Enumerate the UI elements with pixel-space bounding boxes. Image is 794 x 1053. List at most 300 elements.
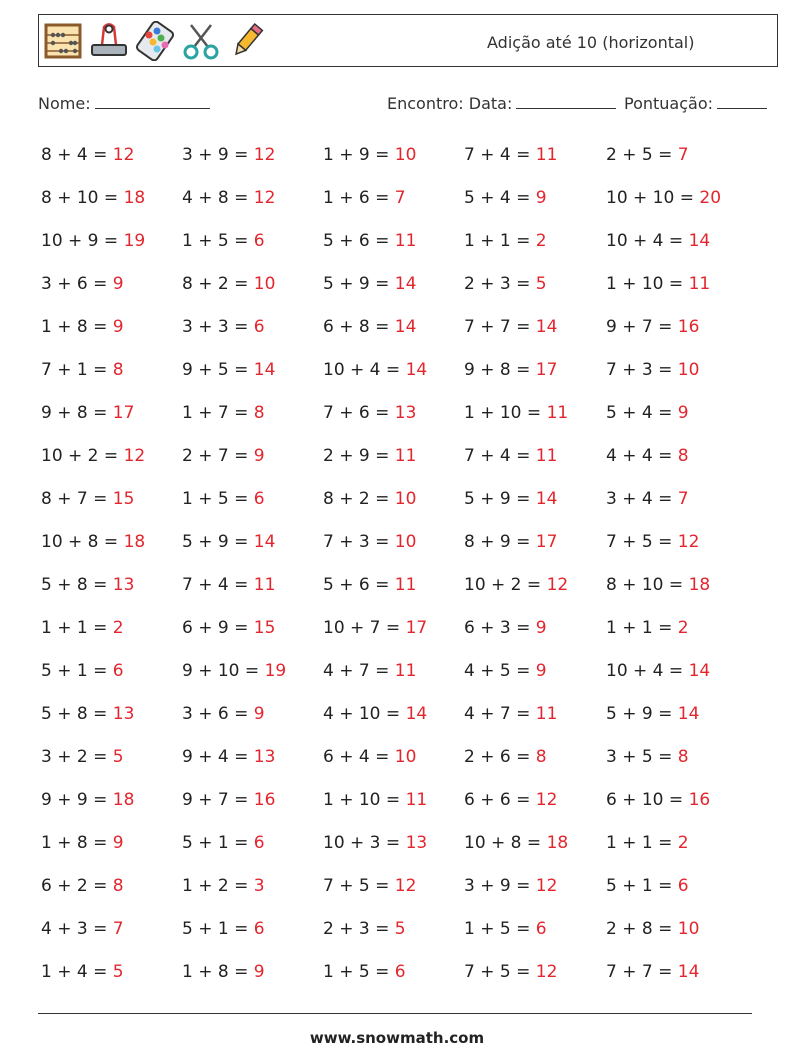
problem-answer: 6: [677, 876, 689, 896]
problem-expression: 1 + 9 =: [323, 145, 395, 165]
problem-answer: 11: [394, 661, 417, 681]
problem-item: [464, 876, 557, 896]
problem-item: [41, 317, 124, 337]
problem-item: [606, 833, 689, 853]
problem-expression: 5 + 8 =: [41, 575, 113, 595]
problem-expression: 1 + 1 =: [464, 231, 536, 251]
problem-answer: 11: [535, 704, 558, 724]
problem-answer: 9: [253, 962, 265, 982]
problem-item: [182, 919, 265, 939]
problem-expression: 5 + 6 =: [323, 231, 395, 251]
problem-answer: 14: [688, 661, 711, 681]
problem-item: [464, 747, 547, 767]
problem-expression: 10 + 9 =: [41, 231, 124, 251]
problem-item: [41, 231, 145, 251]
problem-answer: 6: [253, 919, 265, 939]
problem-answer: 18: [123, 532, 146, 552]
problem-expression: 1 + 5 =: [464, 919, 536, 939]
problem-expression: 5 + 8 =: [41, 704, 113, 724]
problem-expression: 2 + 6 =: [464, 747, 536, 767]
problem-item: [41, 747, 124, 767]
worksheet-header: [38, 14, 778, 67]
problem-item: [464, 274, 547, 294]
problem-expression: 7 + 4 =: [182, 575, 254, 595]
problem-answer: 9: [253, 446, 265, 466]
problem-item: [182, 231, 265, 251]
problem-item: [182, 833, 265, 853]
problem-expression: 8 + 7 =: [41, 489, 113, 509]
problem-expression: 8 + 10 =: [606, 575, 689, 595]
problem-answer: 5: [112, 747, 124, 767]
meeting-date-label: Encontro: Data:: [387, 94, 513, 113]
problem-item: [464, 661, 547, 681]
problem-answer: 5: [394, 919, 406, 939]
problem-item: [182, 489, 265, 509]
problem-expression: 3 + 5 =: [606, 747, 678, 767]
problem-expression: 1 + 1 =: [41, 618, 113, 638]
problem-expression: 2 + 3 =: [323, 919, 395, 939]
worksheet-title: Adição até 10 (horizontal): [487, 33, 695, 52]
problem-answer: 7: [677, 145, 689, 165]
problem-answer: 14: [405, 360, 428, 380]
problem-answer: 13: [394, 403, 417, 423]
problem-answer: 12: [677, 532, 700, 552]
problem-item: [606, 704, 699, 724]
problem-answer: 17: [405, 618, 428, 638]
problem-expression: 7 + 4 =: [464, 145, 536, 165]
problem-item: [41, 833, 124, 853]
problem-item: [323, 876, 416, 896]
problem-answer: 5: [535, 274, 547, 294]
problem-item: [182, 317, 265, 337]
problem-expression: 1 + 1 =: [606, 833, 678, 853]
problem-expression: 7 + 7 =: [606, 962, 678, 982]
problem-answer: 6: [535, 919, 547, 939]
problem-expression: 2 + 9 =: [323, 446, 395, 466]
abacus-icon: [43, 21, 83, 61]
problem-item: [41, 403, 134, 423]
problem-expression: 9 + 8 =: [41, 403, 113, 423]
problem-item: [464, 145, 557, 165]
problem-expression: 6 + 9 =: [182, 618, 254, 638]
problem-answer: 18: [123, 188, 146, 208]
problem-grid: [41, 140, 761, 1000]
problem-expression: 9 + 5 =: [182, 360, 254, 380]
problem-expression: 10 + 3 =: [323, 833, 406, 853]
problem-expression: 1 + 10 =: [323, 790, 406, 810]
problem-item: [464, 919, 547, 939]
problem-answer: 11: [546, 403, 569, 423]
problem-item: [182, 962, 265, 982]
problem-row: [41, 441, 761, 484]
problem-item: [606, 747, 689, 767]
problem-expression: 5 + 1 =: [182, 919, 254, 939]
problem-answer: 14: [394, 317, 417, 337]
problem-row: [41, 613, 761, 656]
problem-expression: 7 + 3 =: [606, 360, 678, 380]
problem-answer: 11: [253, 575, 276, 595]
problem-expression: 4 + 7 =: [323, 661, 395, 681]
problem-answer: 10: [394, 145, 417, 165]
problem-item: [323, 833, 427, 853]
problem-answer: 13: [405, 833, 428, 853]
problem-expression: 3 + 2 =: [41, 747, 113, 767]
problem-expression: 1 + 8 =: [41, 317, 113, 337]
problem-answer: 8: [112, 360, 124, 380]
problem-expression: 2 + 3 =: [464, 274, 536, 294]
problem-item: [182, 274, 275, 294]
problem-expression: 8 + 2 =: [323, 489, 395, 509]
problem-item: [464, 403, 568, 423]
problem-expression: 3 + 6 =: [41, 274, 113, 294]
problem-item: [182, 145, 275, 165]
problem-expression: 6 + 4 =: [323, 747, 395, 767]
problem-item: [464, 446, 557, 466]
problem-item: [464, 188, 547, 208]
problem-item: [41, 532, 145, 552]
problem-expression: 9 + 10 =: [182, 661, 265, 681]
problem-expression: 6 + 10 =: [606, 790, 689, 810]
problem-item: [323, 962, 406, 982]
problem-expression: 8 + 4 =: [41, 145, 113, 165]
problem-expression: 2 + 5 =: [606, 145, 678, 165]
problem-answer: 18: [688, 575, 711, 595]
problem-expression: 4 + 10 =: [323, 704, 406, 724]
problem-answer: 10: [394, 747, 417, 767]
problem-item: [182, 188, 275, 208]
problem-item: [464, 532, 557, 552]
problem-expression: 1 + 8 =: [41, 833, 113, 853]
problem-expression: 6 + 2 =: [41, 876, 113, 896]
problem-item: [323, 532, 416, 552]
problem-item: [323, 919, 406, 939]
problem-expression: 5 + 1 =: [182, 833, 254, 853]
problem-item: [41, 274, 124, 294]
score-blank: [717, 94, 767, 109]
problem-answer: 15: [253, 618, 276, 638]
problem-expression: 5 + 9 =: [606, 704, 678, 724]
problem-answer: 12: [112, 145, 135, 165]
problem-item: [606, 145, 689, 165]
problem-expression: 10 + 2 =: [464, 575, 547, 595]
problem-answer: 6: [394, 962, 406, 982]
problem-answer: 12: [123, 446, 146, 466]
problem-expression: 3 + 4 =: [606, 489, 678, 509]
problem-item: [41, 876, 124, 896]
problem-item: [464, 575, 568, 595]
problem-answer: 18: [112, 790, 135, 810]
problem-expression: 10 + 4 =: [606, 231, 689, 251]
problem-item: [606, 317, 699, 337]
problem-row: [41, 355, 761, 398]
problem-answer: 12: [394, 876, 417, 896]
problem-item: [182, 704, 265, 724]
problem-answer: 11: [394, 231, 417, 251]
problem-row: [41, 699, 761, 742]
problem-expression: 1 + 5 =: [182, 231, 254, 251]
problem-row: [41, 226, 761, 269]
problem-item: [323, 403, 416, 423]
problem-answer: 10: [394, 489, 417, 509]
problem-item: [41, 790, 134, 810]
problem-expression: 1 + 5 =: [323, 962, 395, 982]
problem-answer: 2: [677, 618, 689, 638]
problem-answer: 3: [253, 876, 265, 896]
problem-expression: 4 + 5 =: [464, 661, 536, 681]
problem-expression: 6 + 3 =: [464, 618, 536, 638]
problem-item: [41, 575, 134, 595]
problem-expression: 8 + 10 =: [41, 188, 124, 208]
problem-item: [464, 962, 557, 982]
problem-answer: 12: [535, 962, 558, 982]
problem-item: [606, 876, 689, 896]
problem-expression: 10 + 2 =: [41, 446, 124, 466]
problem-expression: 10 + 7 =: [323, 618, 406, 638]
problem-expression: 1 + 5 =: [182, 489, 254, 509]
problem-row: [41, 312, 761, 355]
problem-expression: 4 + 8 =: [182, 188, 254, 208]
problem-item: [323, 231, 416, 251]
problem-expression: 5 + 6 =: [323, 575, 395, 595]
problem-answer: 16: [677, 317, 700, 337]
meeting-date-field: [387, 94, 616, 113]
problem-expression: 7 + 5 =: [464, 962, 536, 982]
problem-expression: 7 + 7 =: [464, 317, 536, 337]
problem-item: [182, 790, 275, 810]
problem-expression: 7 + 5 =: [323, 876, 395, 896]
problem-answer: 18: [546, 833, 569, 853]
problem-answer: 10: [394, 532, 417, 552]
problem-answer: 9: [535, 188, 547, 208]
problem-item: [182, 661, 286, 681]
problem-item: [41, 188, 145, 208]
problem-answer: 7: [112, 919, 124, 939]
problem-item: [606, 403, 689, 423]
problem-answer: 10: [677, 360, 700, 380]
problem-item: [464, 360, 557, 380]
problem-item: [606, 360, 699, 380]
problem-item: [464, 231, 547, 251]
problem-answer: 8: [112, 876, 124, 896]
problem-answer: 9: [112, 274, 124, 294]
problem-row: [41, 484, 761, 527]
problem-answer: 20: [699, 188, 722, 208]
problem-expression: 1 + 6 =: [323, 188, 395, 208]
problem-expression: 8 + 2 =: [182, 274, 254, 294]
problem-answer: 14: [535, 489, 558, 509]
problem-item: [323, 790, 427, 810]
name-blank: [95, 94, 210, 109]
problem-answer: 19: [264, 661, 287, 681]
problem-item: [182, 360, 275, 380]
problem-row: [41, 957, 761, 1000]
problem-expression: 9 + 8 =: [464, 360, 536, 380]
problem-expression: 10 + 4 =: [606, 661, 689, 681]
problem-expression: 1 + 8 =: [182, 962, 254, 982]
problem-expression: 9 + 4 =: [182, 747, 254, 767]
problem-expression: 5 + 1 =: [606, 876, 678, 896]
problem-item: [323, 188, 406, 208]
problem-answer: 12: [253, 188, 276, 208]
problem-expression: 10 + 8 =: [464, 833, 547, 853]
date-blank: [516, 94, 616, 109]
score-field: [624, 94, 767, 113]
problem-row: [41, 742, 761, 785]
problem-answer: 13: [112, 575, 135, 595]
problem-answer: 2: [535, 231, 547, 251]
problem-answer: 8: [253, 403, 265, 423]
problem-expression: 7 + 1 =: [41, 360, 113, 380]
problem-item: [182, 403, 265, 423]
problem-expression: 2 + 7 =: [182, 446, 254, 466]
problem-answer: 8: [677, 747, 689, 767]
problem-expression: 7 + 6 =: [323, 403, 395, 423]
problem-answer: 14: [535, 317, 558, 337]
problem-row: [41, 914, 761, 957]
problem-answer: 19: [123, 231, 146, 251]
problem-item: [323, 747, 416, 767]
problem-expression: 5 + 9 =: [323, 274, 395, 294]
problem-item: [182, 446, 265, 466]
problem-answer: 10: [253, 274, 276, 294]
problem-answer: 12: [535, 876, 558, 896]
problem-answer: 17: [535, 360, 558, 380]
problem-row: [41, 183, 761, 226]
problem-row: [41, 269, 761, 312]
problem-answer: 12: [546, 575, 569, 595]
problem-item: [464, 704, 557, 724]
problem-answer: 7: [677, 489, 689, 509]
problem-answer: 17: [112, 403, 135, 423]
problem-answer: 11: [535, 446, 558, 466]
problem-expression: 5 + 9 =: [182, 532, 254, 552]
problem-expression: 6 + 8 =: [323, 317, 395, 337]
problem-expression: 5 + 4 =: [464, 188, 536, 208]
problem-answer: 11: [535, 145, 558, 165]
problem-item: [606, 661, 710, 681]
problem-row: [41, 871, 761, 914]
problem-answer: 14: [253, 532, 276, 552]
problem-answer: 12: [535, 790, 558, 810]
problem-item: [606, 274, 710, 294]
problem-item: [464, 833, 568, 853]
problem-expression: 7 + 4 =: [464, 446, 536, 466]
problem-item: [323, 618, 427, 638]
problem-item: [41, 962, 124, 982]
problem-expression: 4 + 3 =: [41, 919, 113, 939]
problem-answer: 6: [112, 661, 124, 681]
problem-expression: 4 + 4 =: [606, 446, 678, 466]
problem-item: [41, 446, 145, 466]
problem-item: [464, 489, 557, 509]
problem-item: [182, 532, 275, 552]
problem-answer: 13: [253, 747, 276, 767]
problem-item: [606, 919, 699, 939]
problem-answer: 11: [394, 446, 417, 466]
problem-answer: 11: [405, 790, 428, 810]
problem-answer: 13: [112, 704, 135, 724]
problem-item: [323, 317, 416, 337]
problem-item: [323, 489, 416, 509]
problem-item: [606, 790, 710, 810]
problem-item: [182, 876, 265, 896]
footer-website: www.snowmath.com: [309, 1029, 485, 1047]
problem-item: [182, 747, 275, 767]
problem-row: [41, 527, 761, 570]
pencil-icon: [227, 21, 267, 61]
problem-item: [464, 790, 557, 810]
problem-expression: 3 + 3 =: [182, 317, 254, 337]
problem-answer: 2: [112, 618, 124, 638]
problem-item: [323, 145, 416, 165]
problem-item: [182, 618, 275, 638]
problem-row: [41, 570, 761, 613]
problem-item: [464, 618, 547, 638]
problem-answer: 11: [688, 274, 711, 294]
problem-expression: 1 + 10 =: [606, 274, 689, 294]
problem-answer: 14: [688, 231, 711, 251]
problem-row: [41, 140, 761, 183]
problem-answer: 6: [253, 231, 265, 251]
problem-item: [606, 532, 699, 552]
problem-item: [41, 489, 134, 509]
problem-answer: 6: [253, 833, 265, 853]
problem-answer: 9: [535, 661, 547, 681]
problem-answer: 5: [112, 962, 124, 982]
problem-item: [606, 446, 689, 466]
problem-item: [606, 962, 699, 982]
problem-answer: 9: [535, 618, 547, 638]
problem-expression: 1 + 7 =: [182, 403, 254, 423]
problem-expression: 5 + 4 =: [606, 403, 678, 423]
problem-answer: 14: [394, 274, 417, 294]
problem-item: [41, 661, 124, 681]
problem-expression: 9 + 9 =: [41, 790, 113, 810]
problem-answer: 9: [112, 833, 124, 853]
problem-answer: 12: [253, 145, 276, 165]
problem-item: [606, 575, 710, 595]
problem-item: [41, 704, 134, 724]
problem-expression: 3 + 6 =: [182, 704, 254, 724]
problem-expression: 6 + 6 =: [464, 790, 536, 810]
problem-answer: 14: [677, 704, 700, 724]
problem-item: [606, 489, 689, 509]
problem-expression: 1 + 4 =: [41, 962, 113, 982]
problem-expression: 5 + 1 =: [41, 661, 113, 681]
problem-answer: 9: [677, 403, 689, 423]
problem-row: [41, 828, 761, 871]
problem-answer: 14: [405, 704, 428, 724]
problem-expression: 7 + 5 =: [606, 532, 678, 552]
name-label: Nome:: [38, 94, 91, 113]
problem-answer: 9: [112, 317, 124, 337]
problem-expression: 7 + 3 =: [323, 532, 395, 552]
problem-expression: 10 + 4 =: [323, 360, 406, 380]
score-label: Pontuação:: [624, 94, 714, 113]
problem-answer: 15: [112, 489, 135, 509]
problem-expression: 9 + 7 =: [182, 790, 254, 810]
problem-expression: 8 + 9 =: [464, 532, 536, 552]
problem-expression: 10 + 10 =: [606, 188, 700, 208]
problem-item: [606, 231, 710, 251]
problem-answer: 6: [253, 489, 265, 509]
problem-item: [41, 618, 124, 638]
problem-expression: 5 + 9 =: [464, 489, 536, 509]
problem-item: [182, 575, 275, 595]
problem-item: [323, 446, 416, 466]
problem-item: [606, 618, 689, 638]
scissors-icon: [181, 21, 221, 61]
